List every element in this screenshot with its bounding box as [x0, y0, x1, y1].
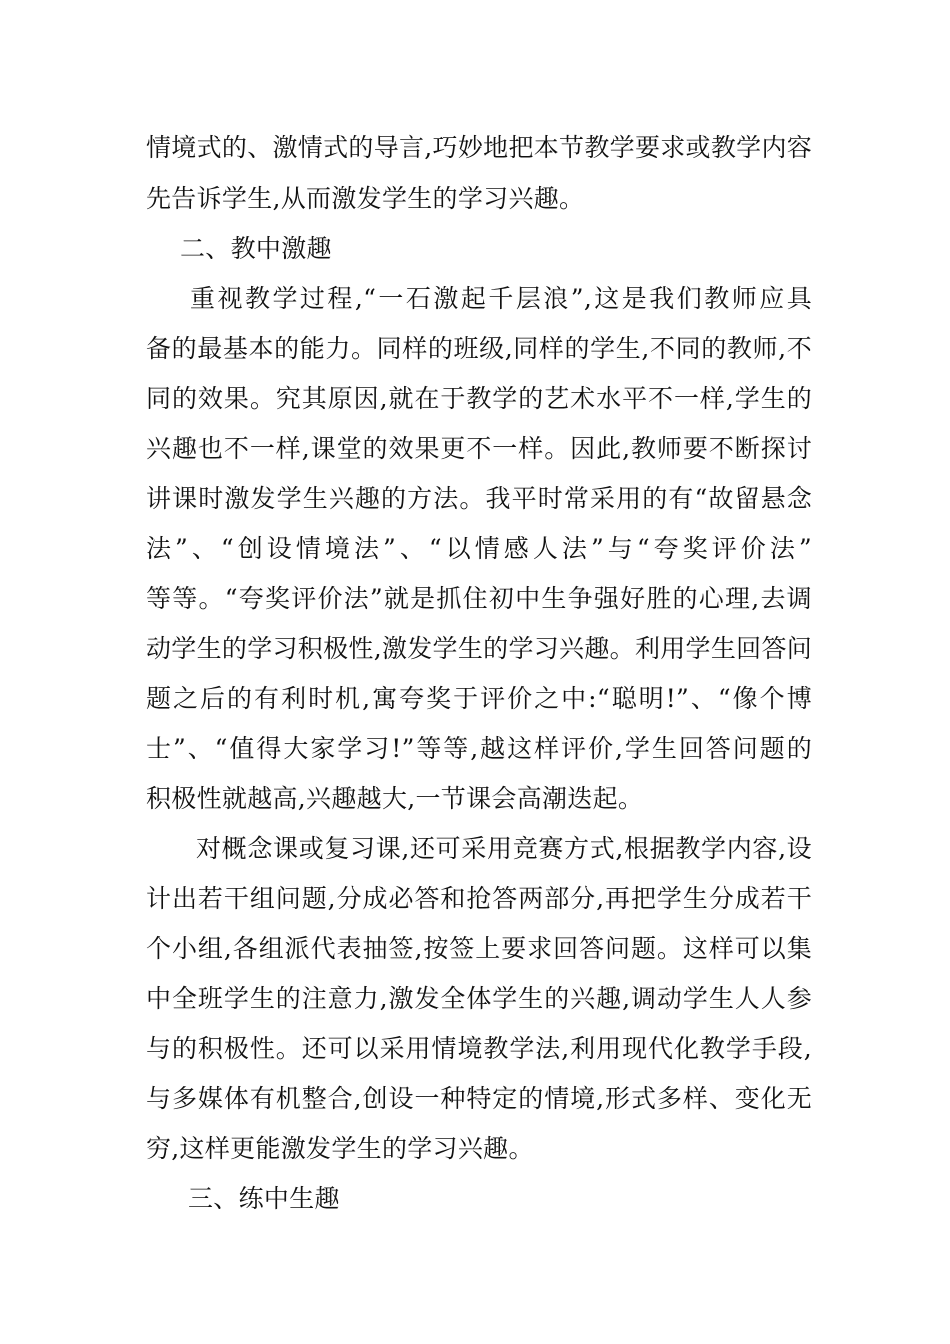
paragraph-3-line-5: 与的积极性。还可以采用情境教学法,利用现代化教学手段, — [146, 1034, 812, 1063]
paragraph-2-line-9: 题之后的有利时机,寓夸奖于评价之中:“聪明!”、“像个博 — [146, 684, 812, 713]
paragraph-2-line-5: 讲课时激发学生兴趣的方法。我平时常采用的有“故留悬念 — [146, 484, 812, 513]
paragraph-1-line-2: 先告诉学生,从而激发学生的学习兴趣。 — [146, 184, 585, 213]
paragraph-2-line-1: 重视教学过程,“一石激起千层浪”,这是我们教师应具 — [190, 284, 812, 313]
paragraph-2-line-11: 积极性就越高,兴趣越大,一节课会高潮迭起。 — [146, 784, 644, 813]
paragraph-2-line-2: 备的最基本的能力。同样的班级,同样的学生,不同的教师,不 — [146, 334, 812, 363]
paragraph-2-line-4: 兴趣也不一样,课堂的效果更不一样。因此,教师要不断探讨 — [146, 434, 812, 463]
paragraph-3-line-1: 对概念课或复习课,还可采用竞赛方式,根据教学内容,设 — [196, 834, 812, 863]
paragraph-2-line-7: 等等。“夸奖评价法”就是抓住初中生争强好胜的心理,去调 — [146, 584, 812, 613]
paragraph-2-line-6: 法”、“创设情境法”、“以情感人法”与“夸奖评价法” — [146, 534, 812, 563]
paragraph-3-line-6: 与多媒体有机整合,创设一种特定的情境,形式多样、变化无 — [146, 1084, 812, 1113]
paragraph-2-line-8: 动学生的学习积极性,激发学生的学习兴趣。利用学生回答问 — [146, 634, 813, 663]
paragraph-1-line-1: 情境式的、激情式的导言,巧妙地把本节教学要求或教学内容 — [146, 133, 813, 162]
section-heading-3: 三、练中生趣 — [188, 1184, 340, 1213]
paragraph-2-line-10: 士”、“值得大家学习!”等等,越这样评价,学生回答问题的 — [146, 734, 812, 763]
paragraph-3-line-2: 计出若干组问题,分成必答和抢答两部分,再把学生分成若干 — [146, 884, 812, 913]
paragraph-2-line-3: 同的效果。究其原因,就在于教学的艺术水平不一样,学生的 — [146, 384, 812, 413]
paragraph-3-line-7: 穷,这样更能激发学生的学习兴趣。 — [146, 1134, 534, 1163]
section-heading-2: 二、教中激趣 — [180, 234, 332, 263]
paragraph-3-line-3: 个小组,各组派代表抽签,按签上要求回答问题。这样可以集 — [146, 934, 812, 963]
paragraph-3-line-4: 中全班学生的注意力,激发全体学生的兴趣,调动学生人人参 — [146, 984, 812, 1013]
